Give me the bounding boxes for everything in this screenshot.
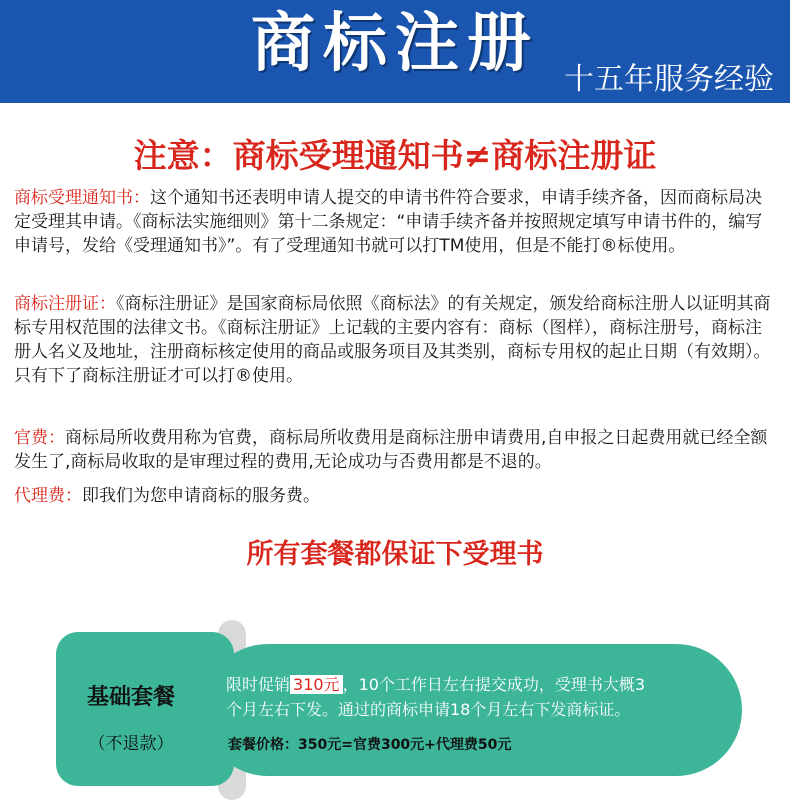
package-label-panel xyxy=(56,632,234,786)
package-description-line-1 xyxy=(226,674,736,696)
section-registration-certificate xyxy=(14,292,778,388)
section-text: 商标局所收费用称为官费，商标局所收费用是商标注册申请费用,自申报之日起费用就已经全额发生了,商标局收取的是审理过程的费用,无论成功与否费用都是不退的。 xyxy=(14,428,768,472)
section-term: 官费： xyxy=(14,428,65,448)
section-text: 这个通知书还表明申请人提交的申请书件符合要求，申请手续齐备，因而商标局决定受理其申请。《商标法实施细则》第十二条规定：“申请手续齐备并按照规定填写申请书件的，编写申请号，发给《受理通知书》”。有了受理通知书就可以打TM使用，但是不能打®标使用。 xyxy=(14,188,763,256)
header-subtitle: 十五年服务经验 xyxy=(564,62,774,97)
notice-headline: 注意：商标受理通知书≠商标注册证 xyxy=(133,136,657,175)
section-term: 代理费： xyxy=(14,486,82,506)
page-title: 商标注册 xyxy=(251,7,539,81)
promo-label: 限时促销 xyxy=(226,675,291,694)
guarantee-heading: 所有套餐都保证下受理书 xyxy=(246,539,544,570)
package-description-line-2: 个月左右下发。通过的商标申请18个月左右下发商标证。 xyxy=(226,700,631,719)
section-official-fee xyxy=(14,426,778,474)
section-term: 商标注册证： xyxy=(14,294,116,314)
promo-details: ，10个工作日左右提交成功，受理书大概3 xyxy=(342,675,646,694)
package-name: 基础套餐 xyxy=(86,685,175,710)
package-card-basic[interactable] xyxy=(56,620,756,800)
package-price: 套餐价格：350元=官费300元+代理费50元 xyxy=(228,737,512,753)
promo-price-badge: 310元 xyxy=(290,675,343,694)
header-banner xyxy=(0,0,790,103)
section-term: 商标受理通知书： xyxy=(14,188,150,208)
package-refund-note: （不退款） xyxy=(88,734,174,754)
section-text: 《商标注册证》是国家商标局依照《商标法》的有关规定，颁发给商标注册人以证明其商标专用权范围的法律文书。《商标注册证》上记载的主要内容有：商标（图样），商标注册号，商标注册人名义及地址，注册商标核定使用的商品或服务项目及其类别，商标专用权的起止日期（有效期）。只有下了商标注册证才可以打®使用。 xyxy=(14,294,771,386)
section-acceptance-notice xyxy=(14,186,778,258)
section-text: 即我们为您申请商标的服务费。 xyxy=(82,486,320,506)
section-agency-fee xyxy=(14,484,778,508)
